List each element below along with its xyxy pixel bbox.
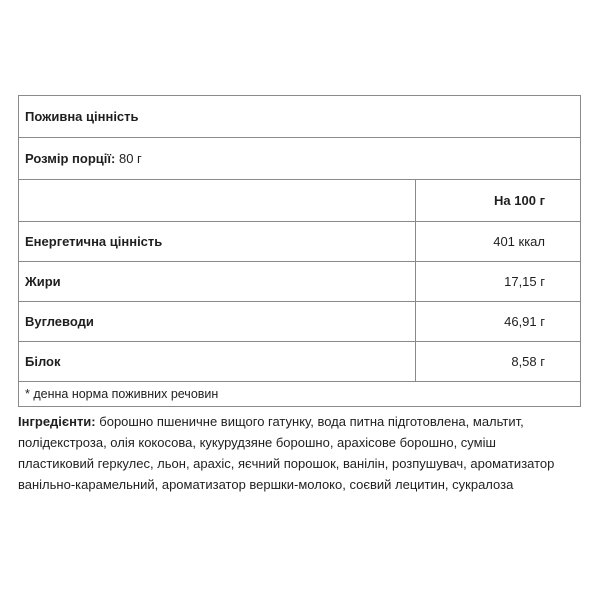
table-title: Поживна цінність [25,109,139,124]
nutrient-name: Вуглеводи [25,314,94,329]
serving-size [19,138,580,179]
nutrient-value: 17,15 г [415,262,580,301]
serving-size-row [19,138,580,180]
nutrient-value: 401 ккал [415,222,580,261]
table-row [19,222,580,262]
serving-size-label: Розмір порції: [25,151,116,166]
ingredients-label: Інгредієнти: [18,414,96,429]
footnote: * денна норма поживних речовин [25,387,219,401]
nutrition-table [18,95,581,407]
nutrient-name: Жири [25,274,61,289]
column-header-per-100g: На 100 г [415,180,580,221]
ingredients-text: борошно пшеничне вищого гатунку, вода питна підготовлена, мальтит, полідекстроза, олія кокосова, кукурудзяне борошно, арахісове борошно, суміш пластиковий геркулес, льон, арахіс, яєчний порошок, ванілін, розпушувач, ароматизатор ванільно-карамельний, ароматизатор вершки-молоко, соєвий лецитин, сукралоза [18,414,555,492]
table-title-row [19,96,580,138]
footnote-row [19,382,580,406]
table-header-row [19,180,580,222]
nutrient-name: Білок [25,354,61,369]
nutrient-name: Енергетична цінність [25,234,163,249]
ingredients-paragraph [18,411,566,495]
table-row [19,302,580,342]
table-row [19,342,580,382]
serving-size-value: 80 г [118,151,142,166]
header-empty-cell [19,180,415,221]
nutrient-value: 8,58 г [415,342,580,381]
nutrient-value: 46,91 г [415,302,580,341]
table-row [19,262,580,302]
